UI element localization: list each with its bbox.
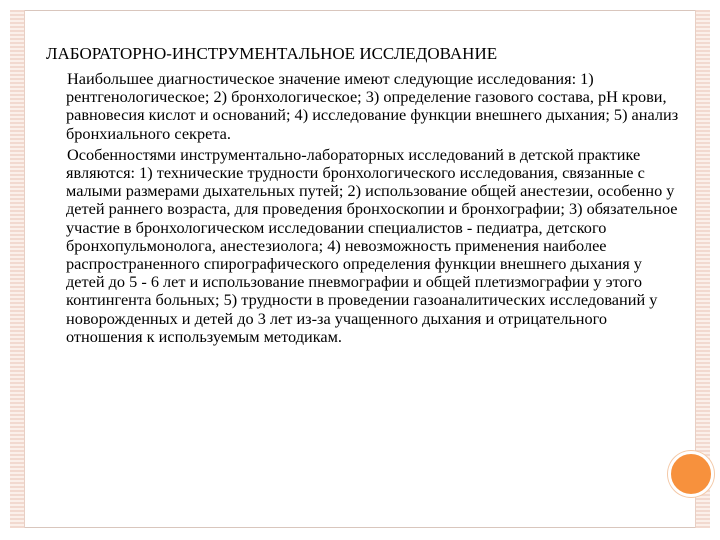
paragraph-diagnostic-methods: Наибольшее диагностическое значение имеют следующие исследования: 1) рентгенологическое; 2) бронхологическое; 3) определение газового состава, рН крови, равновесия кислот и оснований; 4) исследование функции внешнего дыхания; 5) анализ бронхиального секрета. bbox=[66, 69, 679, 143]
right-decorative-stripe bbox=[695, 10, 710, 528]
slide-title: ЛАБОРАТОРНО-ИНСТРУМЕНТАЛЬНОЕ ИССЛЕДОВАНИЕ bbox=[46, 44, 498, 63]
slide-body bbox=[66, 70, 682, 349]
orange-circle-decoration bbox=[668, 451, 714, 497]
paragraph-pediatric-features: Особенностями инструментально-лабораторных исследований в детской практике являются: 1) технические трудности бронхологического исследования, связанные с малыми размерами дыхательных путей; 2) использование общей анестезии, особенно у детей раннего возраста, для проведения бронхоскопии и бронхографии; 3) обязательное участие в бронхологическом исследовании специалистов - педиатра, детского бронхопульмонолога, анестезиолога; 4) невозможность применения наиболее распространенного спирографического определения функции внешнего дыхания у детей до 5 - 6 лет и использование пневмографии и общей плетизмографии у этого контингента больных; 5) трудности в проведении газоаналитических исследований у новорожденных и детей до 3 лет из-за учащенного дыхания и отрицательного отношения к используемым методикам. bbox=[66, 144, 678, 346]
left-decorative-stripe bbox=[10, 10, 25, 528]
